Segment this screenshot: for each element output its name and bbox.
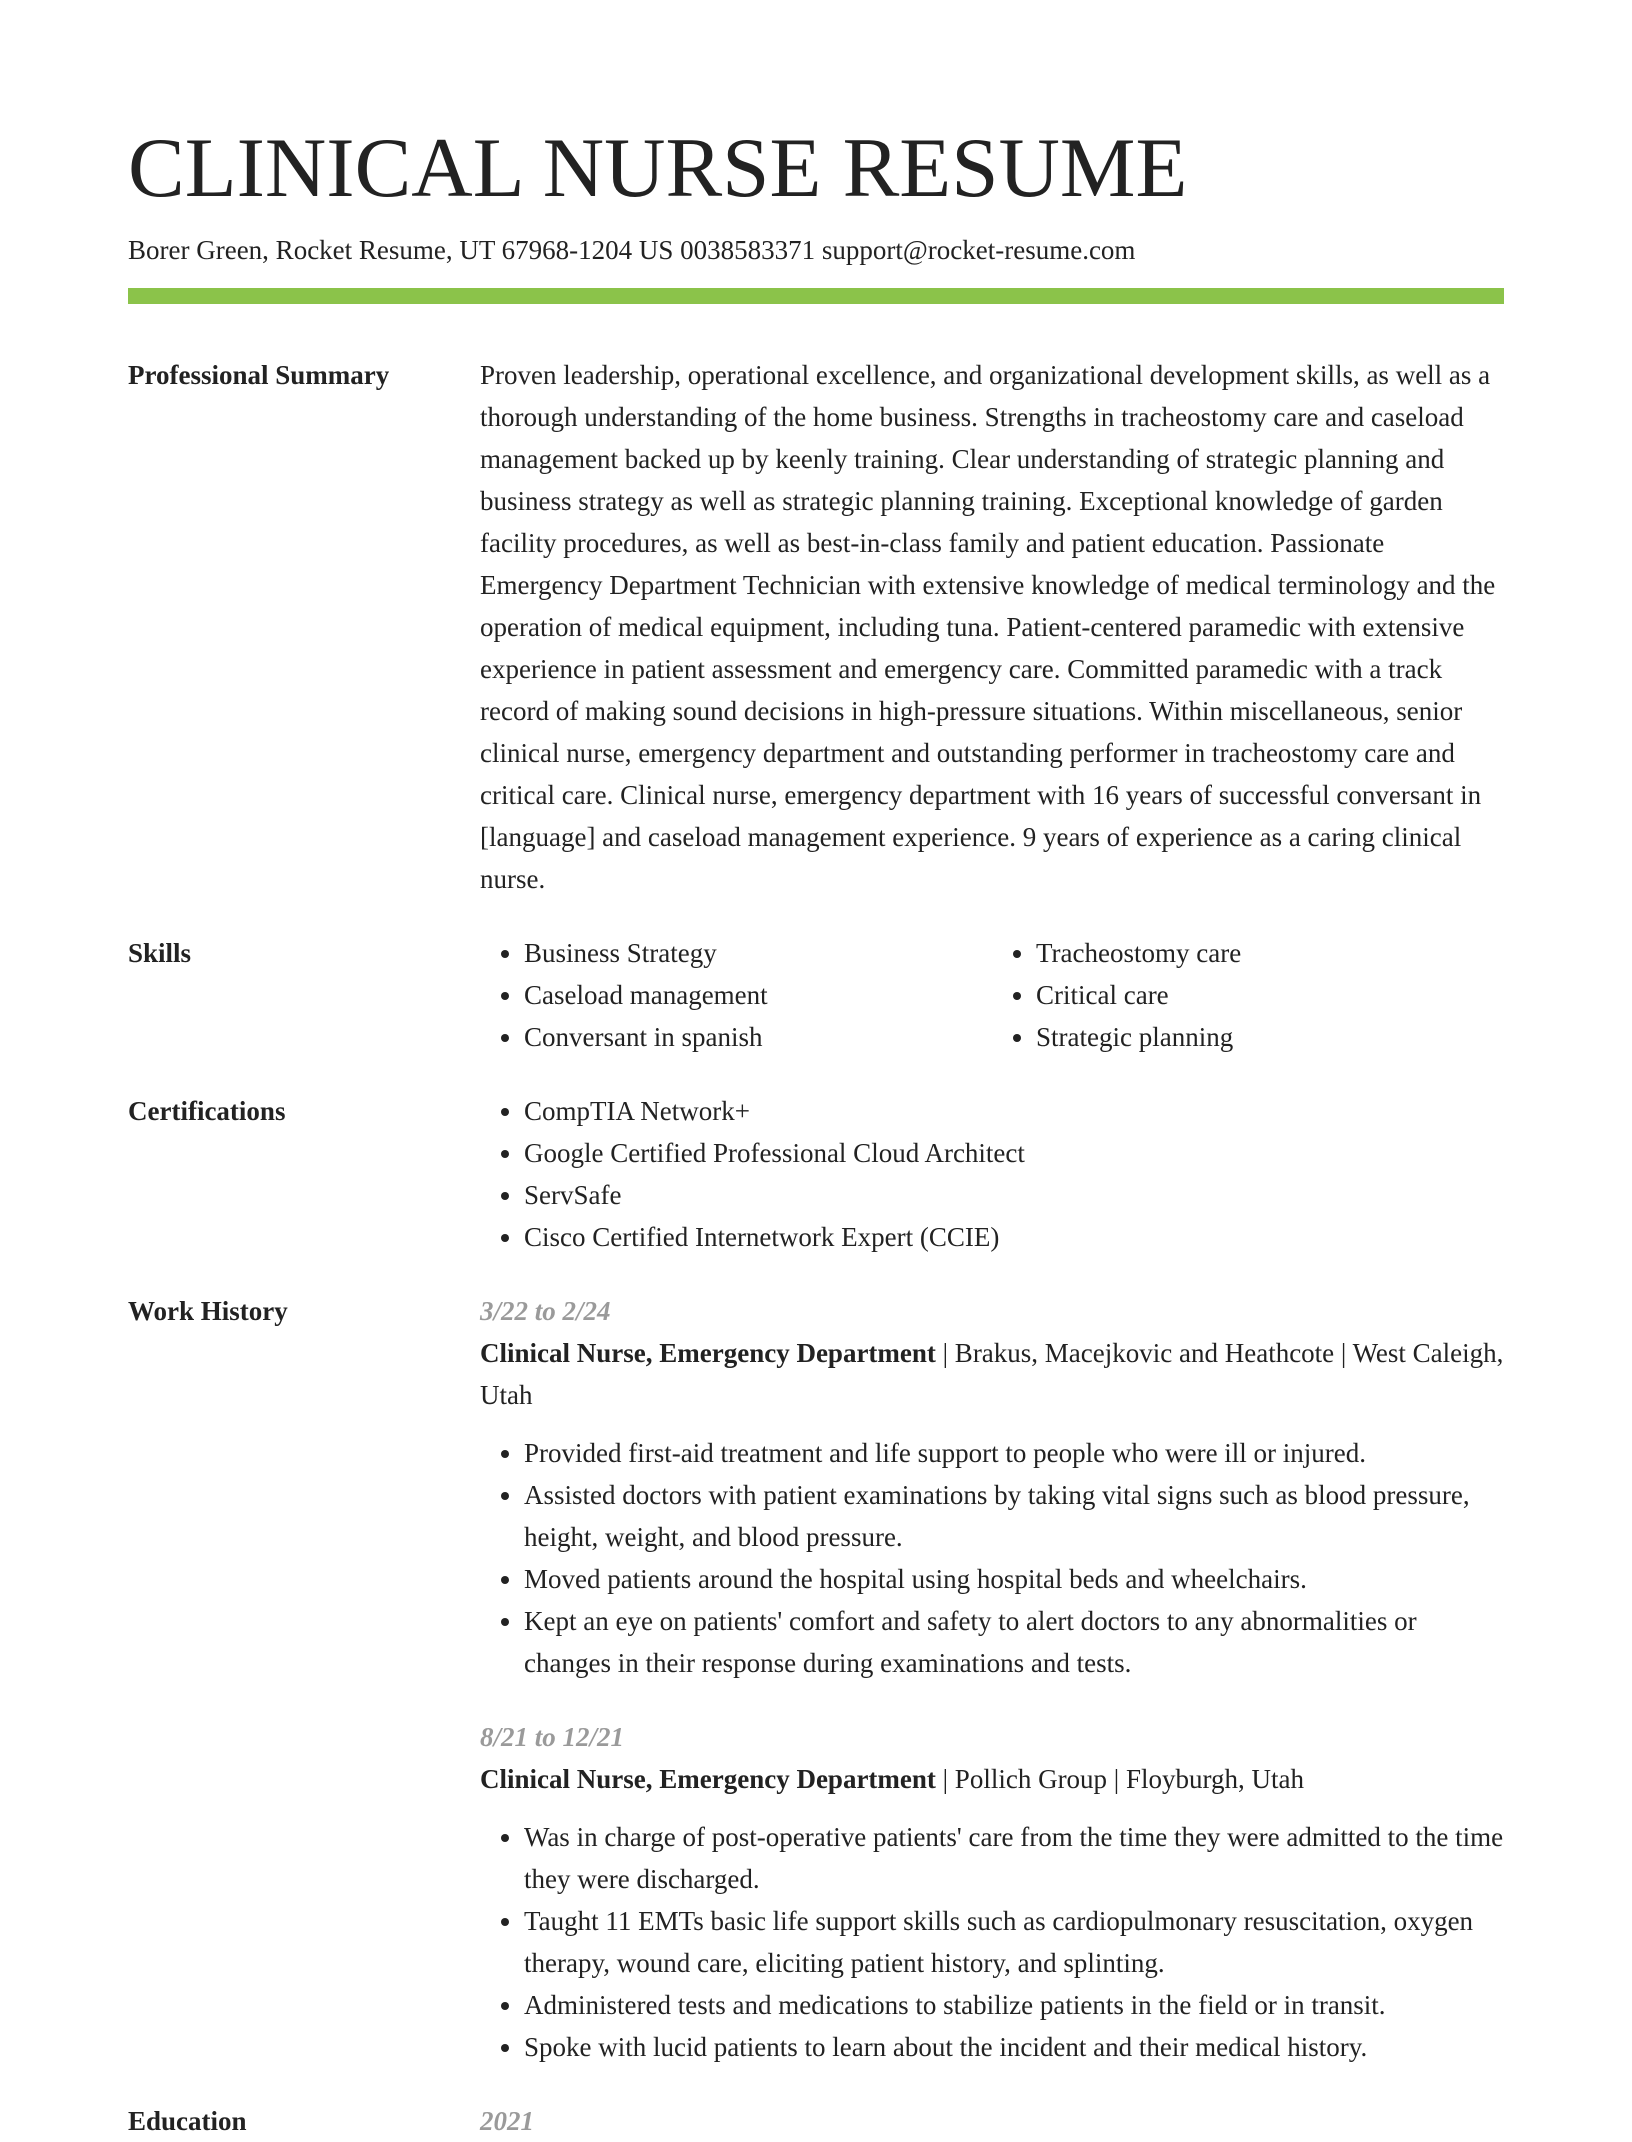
work-history-section xyxy=(128,1290,1504,2068)
contact-line: Borer Green, Rocket Resume, UT 67968-1204 US 0038583371 support@rocket-resume.com xyxy=(128,235,1136,265)
education-section xyxy=(128,2100,1504,2142)
work-history-body xyxy=(480,1290,1504,2068)
job-details: | Pollich Group | Floyburgh, Utah xyxy=(935,1764,1304,1794)
job-duty: • Administered tests and medications to stabilize patients in the field or in transit. xyxy=(524,1984,1504,2026)
certification-item: • Cisco Certified Internetwork Expert (CCIE) xyxy=(524,1216,1504,1258)
certifications-section xyxy=(128,1090,1504,1258)
skills-column-2 xyxy=(992,932,1504,1058)
job-heading xyxy=(480,1332,1504,1416)
skills-column-1 xyxy=(480,932,992,1058)
skills-list xyxy=(480,932,1504,1058)
job-heading xyxy=(480,1758,1504,1800)
job-entry xyxy=(480,1716,1504,2068)
summary-body xyxy=(480,354,1504,900)
certification-item: • CompTIA Network+ xyxy=(524,1090,1504,1132)
job-duty: • Provided first-aid treatment and life support to people who were ill or injured. xyxy=(524,1432,1504,1474)
skills-label: Skills xyxy=(128,938,192,968)
job-details: | Brakus, Macejkovic and Heathcote | West Caleigh, Utah xyxy=(480,1338,1504,1410)
summary-section xyxy=(128,354,1504,900)
job-duty: • Taught 11 EMTs basic life support skills such as cardiopulmonary resuscitation, oxygen therapy, wound care, eliciting patient history, and splinting. xyxy=(524,1900,1504,1984)
certification-item: • ServSafe xyxy=(524,1174,1504,1216)
education-body xyxy=(480,2100,1504,2142)
education-date: 2021 xyxy=(480,2106,534,2136)
job-duties-list xyxy=(480,1432,1504,1684)
job-date: 3/22 to 2/24 xyxy=(480,1296,611,1326)
certifications-body xyxy=(480,1090,1504,1258)
skill-item: • Tracheostomy care xyxy=(1036,932,1504,974)
job-title: Clinical Nurse, Emergency Department xyxy=(480,1764,936,1794)
education-label: Education xyxy=(128,2106,247,2136)
certifications-label: Certifications xyxy=(128,1096,286,1126)
job-duty: • Kept an eye on patients' comfort and safety to alert doctors to any abnormalities or changes in their response during examinations and tests. xyxy=(524,1600,1504,1684)
job-duty: • Assisted doctors with patient examinations by taking vital signs such as blood pressure, height, weight, and blood pressure. xyxy=(524,1474,1504,1558)
summary-text: Proven leadership, operational excellence, and organizational development skills, as well as a thorough understanding of the home business. Strengths in tracheostomy care and caseload management backed up by keenly training. Clear understanding of strategic planning and business strategy as well as strategic planning training. Exceptional knowledge of garden facility procedures, as well as best-in-class family and patient education. Passionate Emergency Department Technician with extensive knowledge of medical terminology and the operation of medical equipment, including tuna. Patient-centered paramedic with extensive experience in patient assessment and emergency care. Committed paramedic with a track record of making sound decisions in high-pressure situations. Within miscellaneous, senior clinical nurse, emergency department and outstanding performer in tracheostomy care and critical care. Clinical nurse, emergency department with 16 years of successful conversant in [language] and caseload management experience. 9 years of experience as a caring clinical nurse. xyxy=(480,360,1496,894)
work-history-label: Work History xyxy=(128,1296,288,1326)
resume-title: CLINICAL NURSE RESUME xyxy=(128,121,1188,215)
skill-item: • Caseload management xyxy=(524,974,992,1016)
job-duty: • Moved patients around the hospital using hospital beds and wheelchairs. xyxy=(524,1558,1504,1600)
header-divider xyxy=(128,288,1504,304)
skills-section xyxy=(128,932,1504,1058)
job-entry xyxy=(480,1290,1504,1684)
job-duty: • Spoke with lucid patients to learn about the incident and their medical history. xyxy=(524,2026,1504,2068)
job-duties-list xyxy=(480,1816,1504,2068)
skill-item: • Business Strategy xyxy=(524,932,992,974)
certification-item: • Google Certified Professional Cloud Architect xyxy=(524,1132,1504,1174)
job-date: 8/21 to 12/21 xyxy=(480,1722,625,1752)
summary-label: Professional Summary xyxy=(128,360,390,390)
job-title: Clinical Nurse, Emergency Department xyxy=(480,1338,936,1368)
skill-item: • Conversant in spanish xyxy=(524,1016,992,1058)
certifications-list xyxy=(480,1090,1504,1258)
skill-item: • Strategic planning xyxy=(1036,1016,1504,1058)
skill-item: • Critical care xyxy=(1036,974,1504,1016)
job-duty: • Was in charge of post-operative patients' care from the time they were admitted to the time they were discharged. xyxy=(524,1816,1504,1900)
